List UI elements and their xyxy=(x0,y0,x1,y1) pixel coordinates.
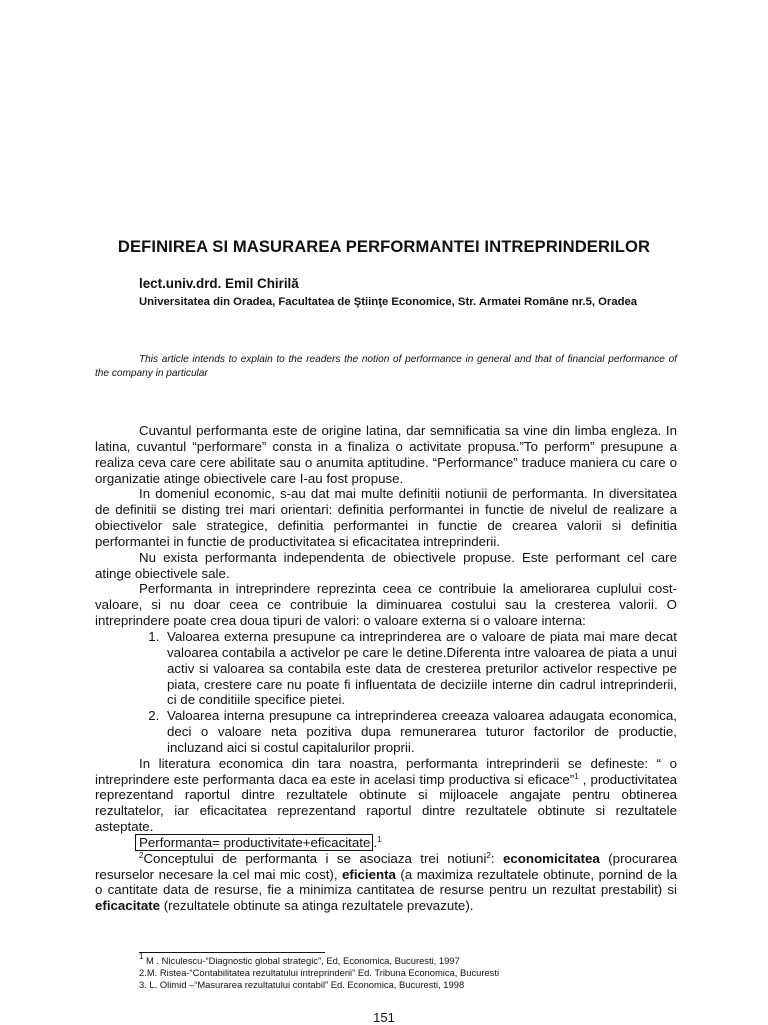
paragraph-4: Performanta in intreprindere reprezinta ceea ce contribuie la ameliorarea cuplului cost-valoare, si nu doar ceea ce contribuie la diminuarea costului sau la cresterea valorii. O intreprindere poate crea doua tipuri de valori: o valoare externa si o valoare interna: xyxy=(95,581,677,629)
author-affiliation: Universitatea din Oradea, Facultatea de Ştiinţe Economice, Str. Armatei Române nr.5, Oradea xyxy=(139,296,638,308)
footnotes xyxy=(139,952,659,990)
formula-line xyxy=(95,835,677,851)
footnote-1 xyxy=(139,952,659,967)
abstract: This article intends to explain to the readers the notion of performance in general and that of financial performance of the company in particular xyxy=(95,354,677,379)
term-economicitatea: economicitatea xyxy=(503,850,600,866)
paragraph-1: Cuvantul performanta este de origine latina, dar semnificatia sa vine din limba engleza. In latina, cuvantul “performare” consta in a finaliza o activitate propusa.”To perform” presupune a realiza ceva care cere abilitate sau o anumita aptitudine. “Performance” traduce maniera cu care o organizatie atinge obiectivele care I-au fost propuse. xyxy=(95,423,677,486)
p5-text-before: In literatura economica din tara noastra, performanta intreprinderii se defineste: “ o intreprindere este performanta daca ea este in acelasi timp productiva si eficace” xyxy=(95,755,677,787)
page-number: 151 xyxy=(373,1010,395,1025)
footnote-ref: 2 xyxy=(486,850,491,860)
list-item: 2. Valoarea interna presupune ca intreprinderea creeaza valoarea adaugata economica, deci o valoare neta pozitiva dupa remunerarea tuturor factorilor de productie, incluzand aici si costul capitalurilor proprii. xyxy=(163,708,677,756)
footnote-2: 2.M. Ristea-“Contabilitatea rezultatului intreprinderii” Ed. Tribuna Economica, Bucuresti xyxy=(139,966,500,978)
footnote-ref: 1 xyxy=(574,771,579,781)
p5-text-after: , productivitatea reprezentand raportul dintre rezultatele obtinute si mijloacele angajate pentru obtinerea rezultatelor, iar eficacitatea reprezentand raportul dintre rezultatele obtinute si rezultatele asteptate. xyxy=(95,771,677,835)
paragraph-2: In domeniul economic, s-au dat mai multe definitii notiunii de performanta. In diversitatea de definitii se disting trei mari orientari: definitia performantei in functie de nivelul de realizare a obiectivelor sale strategice, definitia performantei in functie de crearea valorii si definitia performantei in functie de productivitatea si eficacitatea intreprinderii. xyxy=(95,486,677,549)
paragraph-3: Nu exista performanta independenta de obiectivele propuse. Este performant cel care atinge obiectivele sale. xyxy=(95,549,677,581)
body-text xyxy=(95,423,677,914)
formula-period: . xyxy=(373,834,378,850)
performance-formula: Performanta= productivitate+eficacitate xyxy=(135,834,373,851)
list-item: 1. Valoarea externa presupune ca intreprinderea are o valoare de piata mai mare decat valoarea contabila a activelor pe care le detine.Diferenta intre valoarea de piata a unui activ si valoarea sa contabila este data de cresterea preturilor activelor respective pe piata, crestere care nu poate fi influentata de deciziile interne din cadrul intreprinderii, ci de conditiile specifice pietei. xyxy=(163,629,677,708)
footnote-ref: 2 xyxy=(139,850,144,860)
term-eficacitate: eficacitate xyxy=(95,898,161,914)
p6-text-d: (a maximiza rezultatele obtinute, pornind de la o cantitate data de resurse, fie a minimiza cantitatea de resurse pentru un rezultat prestabilit) si xyxy=(95,866,677,898)
p6-text-e: (rezultatele obtinute sa atinga rezultatele prevazute). xyxy=(160,898,474,914)
value-types-list xyxy=(95,629,677,756)
footnote-separator xyxy=(139,952,325,953)
author-name: lect.univ.drd. Emil Chirilă xyxy=(139,276,299,291)
footnote-marker: 1 xyxy=(139,952,144,961)
term-eficienta: eficienta xyxy=(342,866,396,882)
paper-title: DEFINIREA SI MASURAREA PERFORMANTEI INTREPRINDERILOR xyxy=(117,237,651,256)
p6-text-c: (procurarea resurselor necesare la cel mai mic cost), xyxy=(95,850,677,882)
paragraph-6 xyxy=(95,851,677,914)
footnote-3: 3. L. Olimid –“Masurarea rezultatului contabil” Ed. Economica, Bucuresti, 1998 xyxy=(139,978,465,990)
p6-text-b: : xyxy=(490,850,503,866)
p6-text-a: Conceptului de performanta i se asociaza trei notiuni xyxy=(143,850,487,866)
paragraph-5 xyxy=(95,756,677,835)
footnote-ref: 1 xyxy=(377,834,382,844)
footnote-1-text: M . Niculescu-“Diagnostic global strategic”, Ed, Economica, Bucuresti, 1997 xyxy=(143,955,460,966)
